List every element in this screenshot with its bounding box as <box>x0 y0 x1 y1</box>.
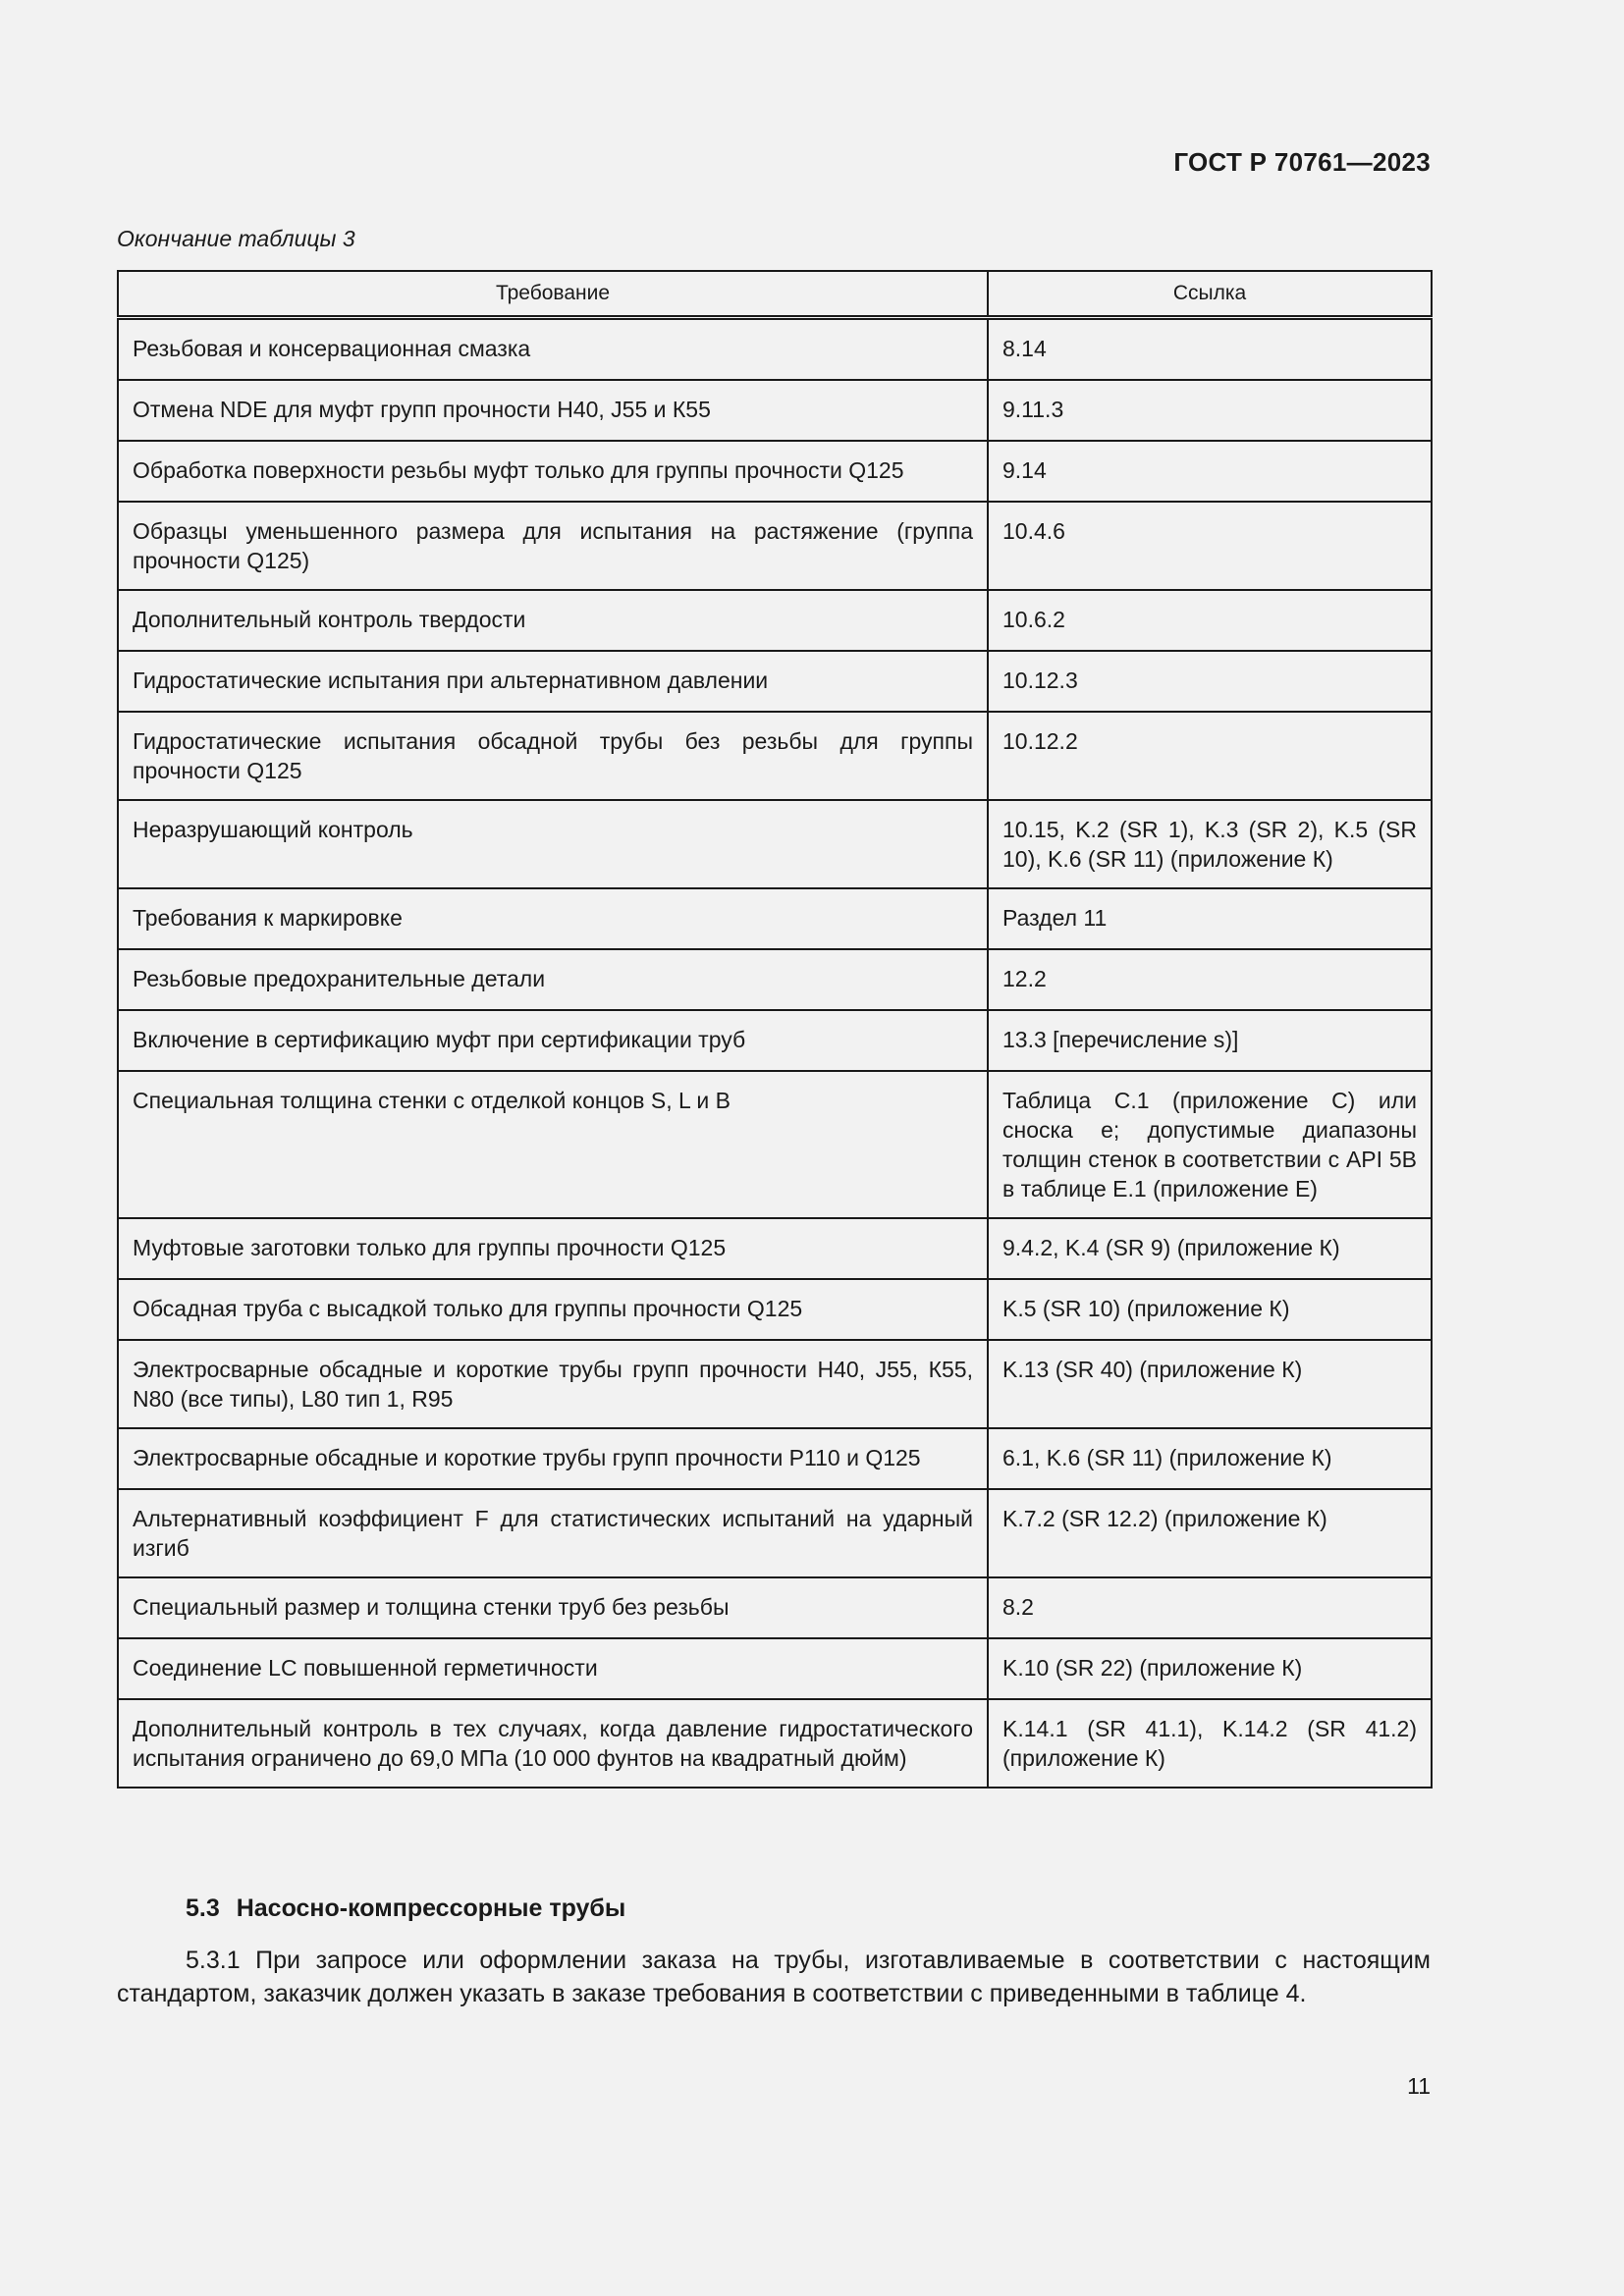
table-header-row <box>118 271 1432 318</box>
section-paragraph: 5.3.1 При запросе или оформлении заказа на трубы, изготавливаемые в соответствии с настоящим стандартом, заказчик должен указать в заказе требования в соответствии с приведенными в таблице 4. <box>117 1947 1431 2007</box>
table-row <box>118 1699 1432 1788</box>
table-row <box>118 651 1432 712</box>
reference-cell: 8.14 <box>988 318 1432 381</box>
requirement-cell: Соединение LC повышенной герметичности <box>118 1638 988 1699</box>
table-row <box>118 1489 1432 1577</box>
table-row <box>118 712 1432 800</box>
reference-cell: K.14.1 (SR 41.1), K.14.2 (SR 41.2) (приложение К) <box>988 1699 1432 1788</box>
table-row <box>118 318 1432 381</box>
requirement-cell: Дополнительный контроль в тех случаях, когда давление гидростатического испытания ограничено до 69,0 МПа (10 000 фунтов на квадратный дюйм) <box>118 1699 988 1788</box>
section-heading <box>186 1895 625 1923</box>
table-row <box>118 949 1432 1010</box>
table-row <box>118 502 1432 590</box>
reference-cell: 6.1, K.6 (SR 11) (приложение К) <box>988 1428 1432 1489</box>
reference-cell: Раздел 11 <box>988 888 1432 949</box>
reference-cell: K.13 (SR 40) (приложение К) <box>988 1340 1432 1428</box>
page-number: 11 <box>1407 2073 1431 2099</box>
table-row <box>118 888 1432 949</box>
requirement-cell: Обсадная труба с высадкой только для группы прочности Q125 <box>118 1279 988 1340</box>
reference-cell: K.7.2 (SR 12.2) (приложение К) <box>988 1489 1432 1577</box>
requirement-cell: Неразрушающий контроль <box>118 800 988 888</box>
requirement-cell: Альтернативный коэффициент F для статистических испытаний на ударный изгиб <box>118 1489 988 1577</box>
reference-cell: 10.4.6 <box>988 502 1432 590</box>
table-row <box>118 1071 1432 1218</box>
requirement-cell: Специальная толщина стенки с отделкой концов S, L и B <box>118 1071 988 1218</box>
section-number: 5.3 <box>186 1895 220 1922</box>
reference-cell: K.5 (SR 10) (приложение К) <box>988 1279 1432 1340</box>
requirement-cell: Отмена NDE для муфт групп прочности Н40, J55 и К55 <box>118 380 988 441</box>
reference-cell: 12.2 <box>988 949 1432 1010</box>
table-row <box>118 1279 1432 1340</box>
requirement-cell: Электросварные обсадные и короткие трубы групп прочности Н40, J55, К55, N80 (все типы), L80 тип 1, R95 <box>118 1340 988 1428</box>
reference-cell: 10.15, K.2 (SR 1), K.3 (SR 2), K.5 (SR 10), K.6 (SR 11) (приложение К) <box>988 800 1432 888</box>
requirements-table <box>117 270 1433 1789</box>
reference-cell: 8.2 <box>988 1577 1432 1638</box>
reference-cell: 10.12.3 <box>988 651 1432 712</box>
reference-cell: 10.6.2 <box>988 590 1432 651</box>
column-header-requirement: Требование <box>118 271 988 318</box>
column-header-reference: Ссылка <box>988 271 1432 318</box>
table-row <box>118 1638 1432 1699</box>
reference-cell: 9.11.3 <box>988 380 1432 441</box>
table-row <box>118 800 1432 888</box>
requirement-cell: Образцы уменьшенного размера для испытания на растяжение (группа прочности Q125) <box>118 502 988 590</box>
requirement-cell: Гидростатические испытания при альтернативном давлении <box>118 651 988 712</box>
requirement-cell: Гидростатические испытания обсадной трубы без резьбы для группы прочности Q125 <box>118 712 988 800</box>
table-caption: Окончание таблицы 3 <box>117 226 355 251</box>
requirement-cell: Обработка поверхности резьбы муфт только для группы прочности Q125 <box>118 441 988 502</box>
requirement-cell: Муфтовые заготовки только для группы прочности Q125 <box>118 1218 988 1279</box>
table-row <box>118 590 1432 651</box>
requirement-cell: Резьбовые предохранительные детали <box>118 949 988 1010</box>
requirement-cell: Дополнительный контроль твердости <box>118 590 988 651</box>
reference-cell: K.10 (SR 22) (приложение К) <box>988 1638 1432 1699</box>
table-row <box>118 1218 1432 1279</box>
requirement-cell: Включение в сертификацию муфт при сертификации труб <box>118 1010 988 1071</box>
requirement-cell: Специальный размер и толщина стенки труб без резьбы <box>118 1577 988 1638</box>
reference-cell: 9.14 <box>988 441 1432 502</box>
table-row <box>118 1340 1432 1428</box>
table-row <box>118 1577 1432 1638</box>
section-title: Насосно-компрессорные трубы <box>236 1895 626 1922</box>
requirement-cell: Требования к маркировке <box>118 888 988 949</box>
table-row <box>118 1010 1432 1071</box>
requirement-cell: Электросварные обсадные и короткие трубы групп прочности Р110 и Q125 <box>118 1428 988 1489</box>
reference-cell: 13.3 [перечисление s)] <box>988 1010 1432 1071</box>
requirement-cell: Резьбовая и консервационная смазка <box>118 318 988 381</box>
reference-cell: 10.12.2 <box>988 712 1432 800</box>
reference-cell: Таблица С.1 (приложение С) или сноска е; допустимые диапазоны толщин стенок в соответствии с API 5B в таблице Е.1 (приложение Е) <box>988 1071 1432 1218</box>
table-row <box>118 1428 1432 1489</box>
document-id: ГОСТ Р 70761—2023 <box>1173 147 1431 177</box>
table-row <box>118 380 1432 441</box>
reference-cell: 9.4.2, K.4 (SR 9) (приложение К) <box>988 1218 1432 1279</box>
table-row <box>118 441 1432 502</box>
